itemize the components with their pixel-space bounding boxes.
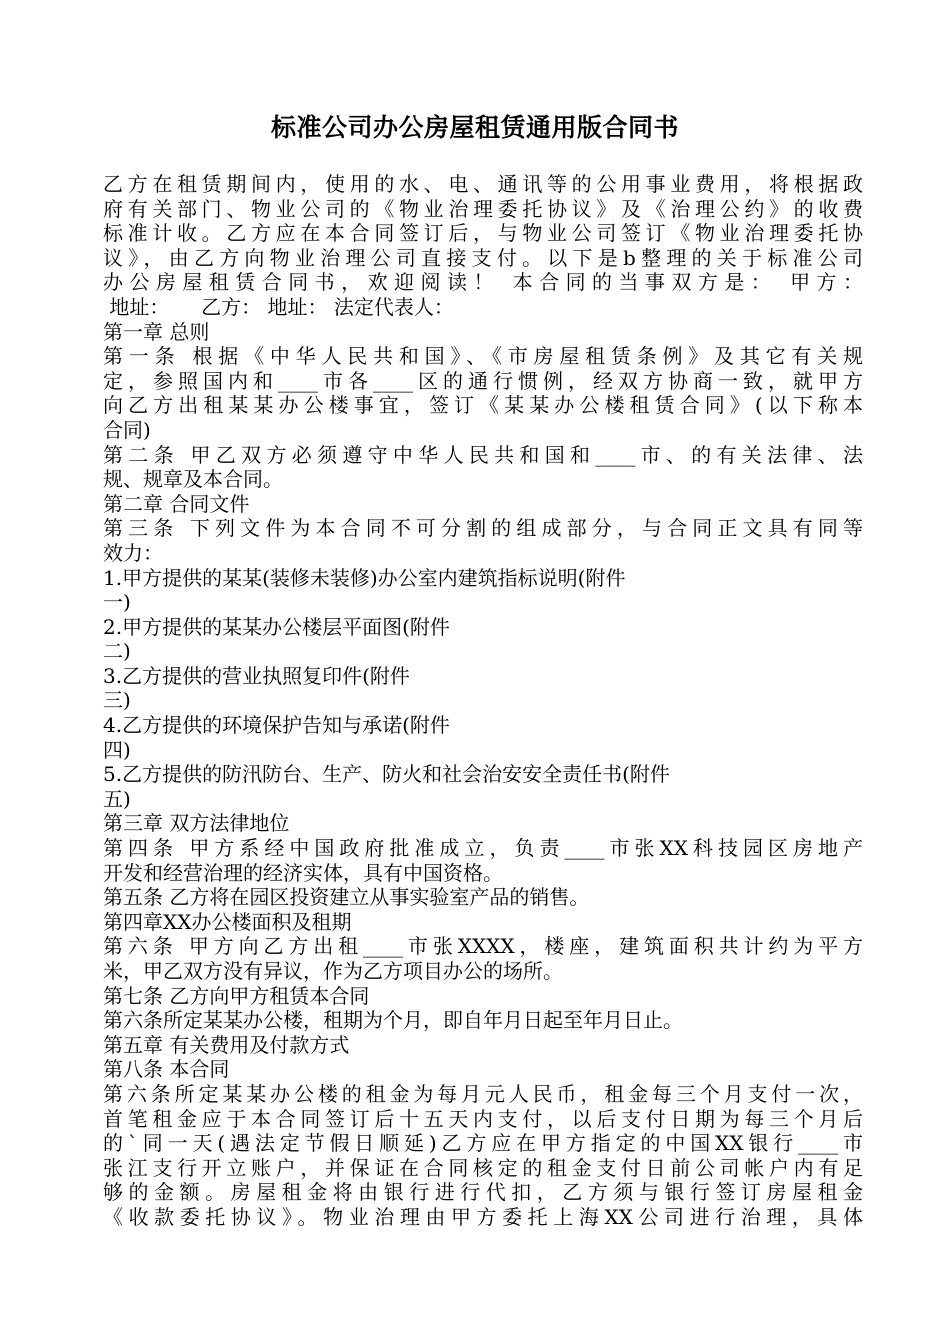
body-line: 2.甲方提供的某某办公楼层平面图(附件: [103, 614, 450, 639]
body-line: 的`同一天(遇法定节假日顺延)乙方应在甲方指定的中国XX银行____市: [103, 1131, 863, 1156]
body-line: 地址： 乙方： 地址： 法定代表人：: [103, 294, 454, 319]
body-line: 4.乙方提供的环境保护告知与承诺(附件: [103, 713, 450, 738]
body-line: 向乙方出租某某办公楼事宜，签订《某某办公楼租赁合同》(以下称本: [103, 393, 863, 418]
body-line: 3.乙方提供的营业执照复印件(附件: [103, 663, 410, 688]
body-line: 规、规章及本合同。: [103, 467, 283, 492]
body-line: 议》，由乙方向物业治理公司直接支付。以下是b整理的关于标准公司: [103, 245, 863, 270]
document-title: 标准公司办公房屋租赁通用版合同书: [270, 113, 679, 142]
body-line: 张江支行开立账户，并保证在合同核定的租金支付日前公司帐户内有足: [103, 1155, 863, 1180]
body-line: 5.乙方提供的防汛防台、生产、防火和社会治安安全责任书(附件: [103, 762, 670, 787]
body-line: 第二条 甲乙双方必须遵守中华人民共和国和____市、的有关法律、法: [103, 442, 863, 467]
document-body: [103, 172, 863, 1230]
body-line: 第六条所定某某办公楼，租期为个月，即自年月日起至年月日止。: [103, 1008, 683, 1033]
body-line: 米，甲乙双方没有异议，作为乙方项目办公的场所。: [103, 959, 563, 983]
body-line: 够的金额。房屋租金将由银行进行代扣，乙方须与银行签订房屋租金: [103, 1180, 863, 1205]
body-line: 第四章XX办公楼面积及租期: [103, 909, 352, 934]
body-line: 合同): [103, 417, 151, 442]
body-line: 三): [103, 688, 131, 713]
body-line: 办公房屋租赁合同书，欢迎阅读！ 本合同的当事双方是： 甲方：: [103, 270, 863, 295]
body-line: 第六条 甲方向乙方出租____市张XXXX，楼座，建筑面积共计约为平方: [103, 934, 863, 959]
body-line: 第一条 根据《中华人民共和国》、《市房屋租赁条例》及其它有关规: [103, 344, 863, 369]
body-line: 第六条所定某某办公楼的租金为每月元人民币，租金每三个月支付一次，: [103, 1081, 863, 1106]
body-line: 第二章 合同文件: [103, 491, 250, 516]
body-line: 第四条 甲方系经中国政府批准成立，负责____市张XX科技园区房地产: [103, 836, 863, 861]
body-line: 二): [103, 639, 131, 664]
body-line: 乙方在租赁期间内，使用的水、电、通讯等的公用事业费用，将根据政: [103, 172, 863, 196]
body-line: 首笔租金应于本合同签订后十五天内支付，以后支付日期为每三个月后: [103, 1106, 863, 1131]
body-line: 府有关部门、物业公司的《物业治理委托协议》及《治理公约》的收费: [103, 196, 863, 221]
body-line: 五): [103, 786, 131, 811]
body-line: 定，参照国内和____市各____区的通行惯例，经双方协商一致，就甲方: [103, 368, 863, 393]
body-line: 第五条 乙方将在园区投资建立从事实验室产品的销售。: [103, 885, 590, 910]
body-line: 第五章 有关费用及付款方式: [103, 1032, 350, 1057]
body-line: 《收款委托协议》。物业治理由甲方委托上海XX公司进行治理，具体: [103, 1204, 863, 1229]
body-line: 第八条 本合同: [103, 1057, 230, 1082]
body-line: 四): [103, 737, 131, 762]
body-line: 标准计收。乙方应在本合同签订后，与物业公司签订《物业治理委托协: [103, 221, 863, 246]
body-line: 第七条 乙方向甲方租赁本合同: [103, 983, 370, 1008]
body-line: 效力：: [103, 540, 163, 565]
body-line: 第三章 双方法律地位: [103, 811, 290, 836]
body-line: 1.甲方提供的某某(装修未装修)办公室内建筑指标说明(附件: [103, 565, 626, 590]
body-line: 第一章 总则: [103, 319, 210, 344]
body-line: 开发和经营治理的经济实体，具有中国资格。: [103, 860, 503, 885]
body-line: 一): [103, 590, 131, 615]
body-line: 第三条 下列文件为本合同不可分割的组成部分，与合同正文具有同等: [103, 516, 863, 541]
